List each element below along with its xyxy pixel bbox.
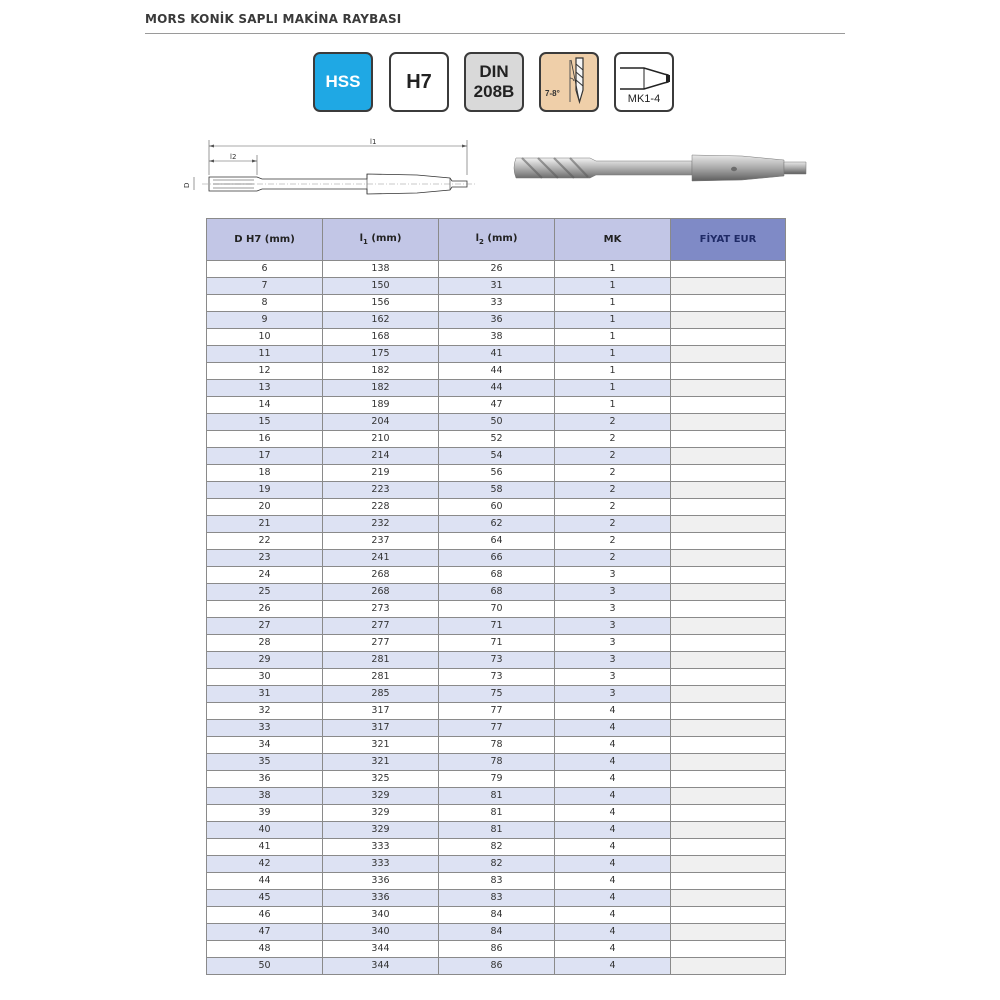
table-row (207, 669, 786, 686)
cell-mk: 1 (555, 380, 671, 397)
cell-price (671, 414, 786, 431)
cell-l2: 86 (439, 941, 555, 958)
cell-d: 42 (207, 856, 323, 873)
cell-d: 22 (207, 533, 323, 550)
cell-l2: 83 (439, 873, 555, 890)
reamer-technical-drawing (182, 135, 482, 195)
table-row (207, 584, 786, 601)
cell-l1: 321 (323, 737, 439, 754)
cell-l2: 64 (439, 533, 555, 550)
cell-l2: 26 (439, 261, 555, 278)
cell-l1: 329 (323, 805, 439, 822)
cell-l2: 83 (439, 890, 555, 907)
table-row (207, 635, 786, 652)
header-diameter: D H7 (mm) (207, 219, 323, 261)
cell-l2: 58 (439, 482, 555, 499)
cell-price (671, 941, 786, 958)
cell-mk: 3 (555, 635, 671, 652)
cell-l1: 273 (323, 601, 439, 618)
cell-d: 10 (207, 329, 323, 346)
cell-d: 36 (207, 771, 323, 788)
cell-d: 40 (207, 822, 323, 839)
cell-price (671, 720, 786, 737)
table-row (207, 856, 786, 873)
cell-d: 27 (207, 618, 323, 635)
cell-price (671, 601, 786, 618)
cell-l2: 56 (439, 465, 555, 482)
cell-price (671, 346, 786, 363)
helix-angle-badge (539, 52, 599, 112)
cell-price (671, 771, 786, 788)
cell-l2: 44 (439, 380, 555, 397)
table-row (207, 907, 786, 924)
cell-l1: 317 (323, 703, 439, 720)
cell-mk: 1 (555, 312, 671, 329)
cell-price (671, 703, 786, 720)
table-row (207, 312, 786, 329)
cell-l1: 138 (323, 261, 439, 278)
cell-mk: 2 (555, 516, 671, 533)
cell-l1: 340 (323, 924, 439, 941)
cell-mk: 3 (555, 618, 671, 635)
cell-l2: 31 (439, 278, 555, 295)
cell-l1: 336 (323, 890, 439, 907)
cell-d: 21 (207, 516, 323, 533)
l2-dimension-label: l2 (230, 153, 237, 161)
table-row (207, 550, 786, 567)
cell-price (671, 839, 786, 856)
cell-price (671, 737, 786, 754)
din-badge-line2: 208B (473, 82, 515, 101)
table-row (207, 261, 786, 278)
title-divider (145, 33, 845, 34)
cell-d: 19 (207, 482, 323, 499)
cell-mk: 1 (555, 295, 671, 312)
cell-d: 13 (207, 380, 323, 397)
table-row (207, 618, 786, 635)
cell-l1: 333 (323, 839, 439, 856)
cell-l2: 36 (439, 312, 555, 329)
cell-d: 14 (207, 397, 323, 414)
cell-l1: 340 (323, 907, 439, 924)
table-row (207, 499, 786, 516)
cell-mk: 4 (555, 873, 671, 890)
cell-mk: 4 (555, 703, 671, 720)
helix-angle-label: 7-8° (545, 89, 560, 98)
cell-d: 32 (207, 703, 323, 720)
table-row (207, 771, 786, 788)
cell-l1: 228 (323, 499, 439, 516)
cell-l1: 281 (323, 669, 439, 686)
cell-price (671, 686, 786, 703)
cell-l2: 33 (439, 295, 555, 312)
cell-mk: 2 (555, 482, 671, 499)
cell-l2: 52 (439, 431, 555, 448)
cell-l1: 175 (323, 346, 439, 363)
cell-l2: 38 (439, 329, 555, 346)
cell-d: 29 (207, 652, 323, 669)
table-row (207, 329, 786, 346)
table-row (207, 482, 786, 499)
cell-mk: 3 (555, 686, 671, 703)
header-l1-unit: (mm) (367, 233, 402, 244)
cell-price (671, 890, 786, 907)
cell-l1: 210 (323, 431, 439, 448)
morse-taper-label: MK1-4 (627, 93, 661, 105)
cell-price (671, 431, 786, 448)
cell-mk: 4 (555, 958, 671, 975)
cell-d: 31 (207, 686, 323, 703)
table-row (207, 703, 786, 720)
cell-price (671, 499, 786, 516)
table-row (207, 958, 786, 975)
cell-mk: 1 (555, 346, 671, 363)
cell-l2: 41 (439, 346, 555, 363)
table-row (207, 839, 786, 856)
cell-mk: 3 (555, 567, 671, 584)
cell-mk: 3 (555, 669, 671, 686)
cell-mk: 4 (555, 941, 671, 958)
cell-price (671, 516, 786, 533)
cell-l1: 219 (323, 465, 439, 482)
table-row (207, 890, 786, 907)
cell-mk: 4 (555, 907, 671, 924)
cell-d: 50 (207, 958, 323, 975)
cell-l2: 81 (439, 788, 555, 805)
cell-l1: 317 (323, 720, 439, 737)
cell-d: 7 (207, 278, 323, 295)
table-row (207, 516, 786, 533)
h7-tolerance-badge (389, 52, 449, 112)
cell-l2: 77 (439, 720, 555, 737)
cell-mk: 4 (555, 890, 671, 907)
cell-d: 9 (207, 312, 323, 329)
cell-mk: 1 (555, 397, 671, 414)
table-row (207, 924, 786, 941)
cell-price (671, 397, 786, 414)
cell-price (671, 533, 786, 550)
cell-mk: 4 (555, 788, 671, 805)
cell-mk: 2 (555, 550, 671, 567)
cell-l1: 214 (323, 448, 439, 465)
header-price: FİYAT EUR (671, 219, 786, 261)
din-badge-line1: DIN (479, 62, 509, 81)
header-l2 (439, 219, 555, 261)
cell-price (671, 618, 786, 635)
table-row (207, 448, 786, 465)
cell-l2: 77 (439, 703, 555, 720)
din-standard-badge (464, 52, 524, 112)
cell-mk: 4 (555, 754, 671, 771)
cell-d: 39 (207, 805, 323, 822)
header-l2-unit: (mm) (483, 233, 518, 244)
cell-mk: 2 (555, 431, 671, 448)
cell-l2: 44 (439, 363, 555, 380)
cell-d: 30 (207, 669, 323, 686)
cell-l1: 325 (323, 771, 439, 788)
cell-l2: 47 (439, 397, 555, 414)
cell-mk: 2 (555, 533, 671, 550)
cell-l2: 71 (439, 635, 555, 652)
table-row (207, 414, 786, 431)
cell-l1: 277 (323, 618, 439, 635)
table-row (207, 465, 786, 482)
cell-mk: 2 (555, 448, 671, 465)
cell-mk: 4 (555, 924, 671, 941)
cell-mk: 4 (555, 856, 671, 873)
cell-price (671, 482, 786, 499)
cell-d: 48 (207, 941, 323, 958)
hss-badge (313, 52, 373, 112)
cell-l1: 329 (323, 822, 439, 839)
cell-mk: 3 (555, 601, 671, 618)
table-row (207, 873, 786, 890)
cell-mk: 4 (555, 720, 671, 737)
cell-d: 25 (207, 584, 323, 601)
cell-d: 46 (207, 907, 323, 924)
header-mk: MK (555, 219, 671, 261)
h7-badge-label: H7 (406, 70, 432, 93)
cell-price (671, 856, 786, 873)
hss-badge-label: HSS (325, 72, 361, 91)
table-row (207, 601, 786, 618)
cell-l2: 81 (439, 822, 555, 839)
table-row (207, 346, 786, 363)
table-row (207, 805, 786, 822)
cell-d: 24 (207, 567, 323, 584)
table-row (207, 686, 786, 703)
cell-l2: 78 (439, 737, 555, 754)
cell-price (671, 669, 786, 686)
cell-l2: 62 (439, 516, 555, 533)
header-l1-sub: 1 (363, 238, 368, 246)
cell-price (671, 448, 786, 465)
cell-price (671, 550, 786, 567)
cell-d: 11 (207, 346, 323, 363)
cell-price (671, 958, 786, 975)
cell-mk: 4 (555, 822, 671, 839)
cell-price (671, 805, 786, 822)
cell-d: 34 (207, 737, 323, 754)
cell-l2: 78 (439, 754, 555, 771)
cell-price (671, 380, 786, 397)
cell-l2: 84 (439, 924, 555, 941)
cell-mk: 1 (555, 329, 671, 346)
cell-l2: 73 (439, 669, 555, 686)
cell-mk: 3 (555, 652, 671, 669)
cell-l1: 268 (323, 584, 439, 601)
table-body (207, 261, 786, 975)
header-l1 (323, 219, 439, 261)
cell-d: 33 (207, 720, 323, 737)
table-row (207, 363, 786, 380)
cell-price (671, 363, 786, 380)
cell-mk: 4 (555, 771, 671, 788)
cell-l1: 344 (323, 958, 439, 975)
cell-l2: 79 (439, 771, 555, 788)
cell-l1: 333 (323, 856, 439, 873)
cell-price (671, 312, 786, 329)
header-l2-main: l (475, 233, 480, 244)
cell-l1: 268 (323, 567, 439, 584)
morse-taper-badge (614, 52, 674, 112)
cell-mk: 2 (555, 414, 671, 431)
cell-d: 41 (207, 839, 323, 856)
cell-price (671, 567, 786, 584)
cell-l2: 86 (439, 958, 555, 975)
cell-d: 6 (207, 261, 323, 278)
cell-price (671, 822, 786, 839)
cell-d: 45 (207, 890, 323, 907)
cell-mk: 4 (555, 737, 671, 754)
table-row (207, 533, 786, 550)
table-row (207, 754, 786, 771)
cell-l1: 277 (323, 635, 439, 652)
page-title: MORS KONİK SAPLI MAKİNA RAYBASI (145, 12, 402, 26)
cell-price (671, 261, 786, 278)
cell-mk: 4 (555, 839, 671, 856)
cell-l2: 68 (439, 567, 555, 584)
cell-mk: 2 (555, 499, 671, 516)
table-row (207, 397, 786, 414)
cell-d: 38 (207, 788, 323, 805)
cell-d: 47 (207, 924, 323, 941)
table-row (207, 788, 786, 805)
table-row (207, 431, 786, 448)
cell-mk: 1 (555, 261, 671, 278)
cell-l2: 60 (439, 499, 555, 516)
cell-d: 20 (207, 499, 323, 516)
header-l1-main: l (359, 233, 364, 244)
cell-price (671, 652, 786, 669)
cell-l1: 281 (323, 652, 439, 669)
helix-angle-icon (541, 54, 597, 110)
cell-l2: 81 (439, 805, 555, 822)
cell-l1: 182 (323, 380, 439, 397)
cell-l1: 336 (323, 873, 439, 890)
cell-l1: 321 (323, 754, 439, 771)
table-row (207, 720, 786, 737)
cell-l2: 68 (439, 584, 555, 601)
cell-l1: 344 (323, 941, 439, 958)
cell-l1: 204 (323, 414, 439, 431)
cell-l2: 66 (439, 550, 555, 567)
cell-price (671, 873, 786, 890)
cell-mk: 1 (555, 278, 671, 295)
cell-d: 15 (207, 414, 323, 431)
cell-price (671, 907, 786, 924)
cell-d: 8 (207, 295, 323, 312)
cell-price (671, 635, 786, 652)
cell-d: 35 (207, 754, 323, 771)
table-row (207, 941, 786, 958)
table-row (207, 737, 786, 754)
cell-l1: 150 (323, 278, 439, 295)
table-row (207, 822, 786, 839)
table-header-row (207, 219, 786, 261)
cell-d: 17 (207, 448, 323, 465)
cell-d: 44 (207, 873, 323, 890)
cell-l2: 75 (439, 686, 555, 703)
cell-l1: 285 (323, 686, 439, 703)
cell-l2: 70 (439, 601, 555, 618)
cell-l2: 71 (439, 618, 555, 635)
cell-price (671, 924, 786, 941)
cell-l1: 189 (323, 397, 439, 414)
reamer-dimensions-table (206, 218, 786, 975)
reamer-product-image (512, 148, 812, 188)
cell-l1: 182 (323, 363, 439, 380)
cell-price (671, 584, 786, 601)
cell-l1: 232 (323, 516, 439, 533)
table-row (207, 652, 786, 669)
l1-dimension-label: l1 (370, 138, 377, 146)
cell-d: 12 (207, 363, 323, 380)
cell-l2: 84 (439, 907, 555, 924)
table-row (207, 567, 786, 584)
cell-l2: 82 (439, 839, 555, 856)
cell-price (671, 295, 786, 312)
cell-d: 28 (207, 635, 323, 652)
cell-d: 23 (207, 550, 323, 567)
cell-price (671, 754, 786, 771)
cell-l1: 162 (323, 312, 439, 329)
cell-price (671, 329, 786, 346)
table-row (207, 278, 786, 295)
cell-price (671, 788, 786, 805)
cell-l1: 156 (323, 295, 439, 312)
cell-mk: 4 (555, 805, 671, 822)
cell-l1: 237 (323, 533, 439, 550)
cell-l1: 168 (323, 329, 439, 346)
header-l2-sub: 2 (479, 238, 484, 246)
cell-mk: 3 (555, 584, 671, 601)
cell-l1: 223 (323, 482, 439, 499)
cell-l2: 50 (439, 414, 555, 431)
cell-l1: 241 (323, 550, 439, 567)
cell-price (671, 465, 786, 482)
table-row (207, 380, 786, 397)
cell-l2: 82 (439, 856, 555, 873)
cell-mk: 1 (555, 363, 671, 380)
cell-d: 16 (207, 431, 323, 448)
cell-price (671, 278, 786, 295)
cell-mk: 2 (555, 465, 671, 482)
cell-l1: 329 (323, 788, 439, 805)
table-row (207, 295, 786, 312)
cell-d: 18 (207, 465, 323, 482)
cell-l2: 54 (439, 448, 555, 465)
cell-l2: 73 (439, 652, 555, 669)
diameter-label: D (183, 182, 191, 188)
cell-d: 26 (207, 601, 323, 618)
